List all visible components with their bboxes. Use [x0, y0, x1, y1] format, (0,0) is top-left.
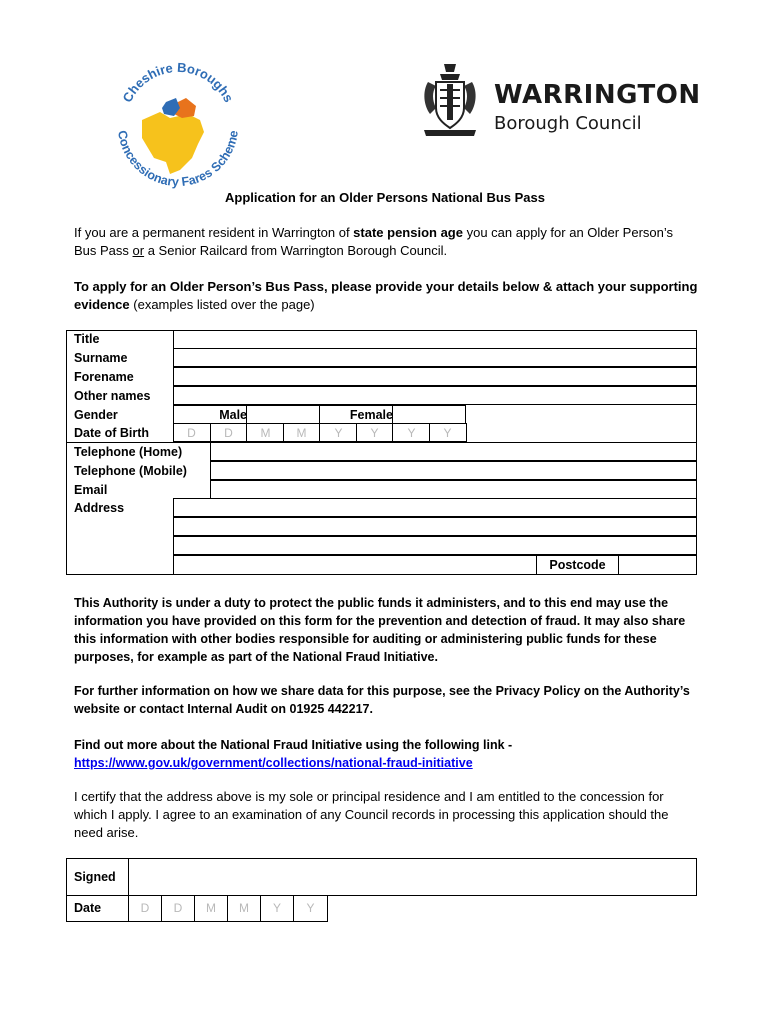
forename-label: Forename [74, 370, 134, 384]
cheshire-boroughs-logo [108, 62, 248, 192]
intro-underline: or [132, 243, 145, 258]
sig-date-placeholder: Y [272, 901, 281, 915]
warrington-title: WARRINGTON [494, 80, 701, 110]
dob-label: Date of Birth [74, 426, 149, 440]
address-label: Address [74, 501, 125, 515]
other-names-field[interactable] [173, 386, 697, 405]
apply-paragraph [74, 278, 699, 314]
warrington-logo [418, 62, 708, 142]
signature-table [66, 858, 697, 922]
intro-paragraph [74, 224, 699, 260]
nfi-text: Find out more about the National Fraud Initiative using the following link - [74, 738, 513, 752]
cheshire-arc-top: Cheshire Boroughs [119, 62, 237, 105]
date-label: Date [74, 901, 102, 915]
gender-label: Gender [74, 408, 118, 422]
dob-placeholder: D [224, 426, 233, 440]
sig-date-placeholder: D [173, 901, 183, 915]
nfi-paragraph [74, 736, 699, 772]
sig-date-placeholder: D [140, 901, 150, 915]
dob-placeholder: Y [407, 426, 416, 440]
dob-placeholder: M [296, 426, 307, 440]
tel-mobile-label: Telephone (Mobile) [74, 464, 187, 478]
warrington-subtitle: Borough Council [494, 113, 642, 134]
gender-male-label: Male [219, 408, 247, 422]
share-paragraph: For further information on how we share data for this purpose, see the Privacy Policy on the Authority’s website or contact Internal Audit on 01925 442217. [74, 684, 690, 716]
title-label: Title [74, 332, 100, 346]
signed-label: Signed [74, 870, 116, 884]
gender-female-checkbox[interactable] [392, 405, 466, 424]
tel-home-label: Telephone (Home) [74, 445, 183, 459]
dob-placeholder: Y [370, 426, 379, 440]
dob-placeholder: M [260, 426, 271, 440]
intro-bold: state pension age [353, 225, 463, 240]
postcode-field[interactable] [618, 555, 697, 575]
other-names-label: Other names [74, 389, 151, 403]
signature-field[interactable] [128, 858, 697, 896]
address-line-2[interactable] [173, 517, 697, 536]
surname-label: Surname [74, 351, 128, 365]
sig-date-placeholder: Y [306, 901, 315, 915]
title-field[interactable] [173, 330, 697, 349]
warrington-crest-icon [418, 62, 482, 142]
telephone-mobile-field[interactable] [210, 461, 697, 480]
svg-text:Cheshire Boroughs [120, 62, 237, 105]
dob-placeholder: Y [334, 426, 343, 440]
intro-part2: you can apply for an Older Person’s Bus Pass [74, 225, 674, 258]
gender-female-label: Female [349, 408, 393, 422]
intro-part1: If you are a permanent resident in Warrington of [74, 225, 354, 240]
email-field[interactable] [210, 480, 697, 499]
sig-date-placeholder: M [206, 901, 216, 915]
forename-field[interactable] [173, 367, 697, 386]
authority-paragraph: This Authority is under a duty to protect the public funds it administers, and to this end may use the information you have provided on this form for the prevention and detection of fraud. It may also share this information with other bodies responsible for auditing or administering public funds for these purposes, for example as part of the National Fraud Initiative. [74, 596, 686, 664]
page-title: Application for an Older Persons National Bus Pass [224, 190, 546, 205]
certify-paragraph: I certify that the address above is my sole or principal residence and I am entitled to the concession for which I apply. I agree to an examination of any Council records in processing this application should the need arise. [74, 789, 669, 840]
gender-male-checkbox[interactable] [246, 405, 320, 424]
dob-placeholder: Y [443, 426, 452, 440]
applicant-details-form [66, 330, 697, 575]
postcode-label: Postcode [549, 558, 606, 572]
intro-part3: a Senior Railcard from Warrington Borough Council. [144, 243, 448, 258]
surname-field[interactable] [173, 348, 697, 367]
dob-placeholder: D [187, 426, 196, 440]
cheshire-arc-bottom: Concessionary Fares Scheme [115, 129, 241, 190]
nfi-link[interactable]: https://www.gov.uk/government/collections/national-fraud-initiative [74, 756, 473, 770]
address-line-3[interactable] [173, 536, 697, 555]
apply-bold: To apply for an Older Person’s Bus Pass, please provide your details below & attach your supporting evidence [74, 279, 698, 312]
telephone-home-field[interactable] [210, 442, 697, 461]
address-line-1[interactable] [173, 498, 697, 517]
sig-date-placeholder: M [239, 901, 249, 915]
email-label: Email [74, 483, 108, 497]
apply-normal: (examples listed over the page) [129, 297, 315, 312]
